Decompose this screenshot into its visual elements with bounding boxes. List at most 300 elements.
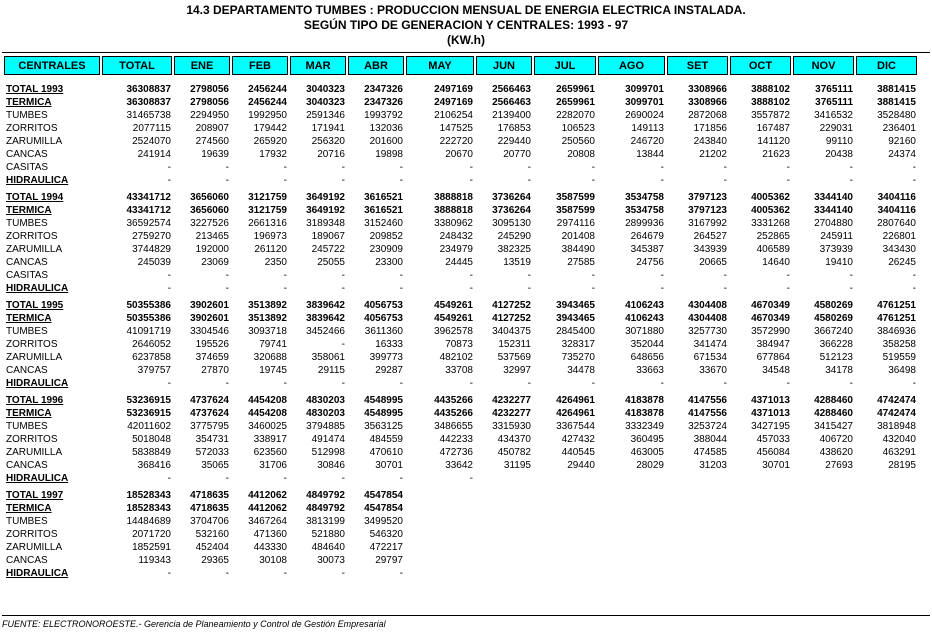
cell-oct: 4371013: [751, 395, 790, 406]
cell-abr: 4548995: [364, 395, 403, 406]
cell-set: [667, 528, 728, 541]
cell-dic: 4742474: [877, 408, 916, 419]
cell-jun: 2566463: [492, 97, 531, 108]
cell-nov: [793, 528, 854, 541]
cell-ago: [598, 472, 665, 485]
energy-production-table: [2, 56, 919, 580]
row-label: TOTAL 1995: [6, 300, 64, 311]
cell-may: [406, 554, 474, 567]
column-header-jun: JUN: [476, 56, 532, 75]
cell-set: [667, 567, 728, 580]
cell-jul: [534, 489, 596, 502]
cell-ago: 246720: [630, 136, 664, 147]
row-label: CANCAS: [6, 460, 48, 471]
cell-oct: 3572990: [751, 326, 790, 337]
cell-total: 14484689: [126, 516, 171, 527]
cell-ene: 374659: [195, 352, 229, 363]
cell-may: -: [469, 270, 473, 281]
cell-jul: [534, 541, 596, 554]
cell-ene: 3227526: [190, 218, 229, 229]
cell-ago: -: [660, 175, 664, 186]
column-header-may: MAY: [406, 56, 474, 75]
cell-mar: 3794885: [306, 421, 345, 432]
cell-ene: 572033: [195, 447, 229, 458]
row-label: CASITAS: [6, 270, 49, 281]
cell-ene: -: [225, 473, 229, 484]
cell-ago: -: [660, 283, 664, 294]
column-header-total: TOTAL: [102, 56, 172, 75]
cell-mar: 256320: [311, 136, 345, 147]
cell-may: 3486655: [434, 421, 473, 432]
cell-total: 31465738: [126, 110, 171, 121]
cell-total: -: [167, 283, 171, 294]
cell-feb: 2456244: [248, 97, 287, 108]
table-row: [4, 325, 917, 338]
cell-jun: 434370: [497, 434, 531, 445]
cell-dic: 519559: [882, 352, 916, 363]
cell-jun: 2566463: [492, 84, 531, 95]
cell-ene: 29365: [201, 555, 229, 566]
cell-feb: 3513892: [248, 300, 287, 311]
cell-oct: -: [786, 270, 790, 281]
table-row: [4, 282, 917, 295]
cell-oct: 141120: [757, 136, 790, 147]
cell-oct: [730, 567, 791, 580]
cell-oct: 3557872: [751, 110, 790, 121]
cell-nov: -: [849, 162, 853, 173]
cell-set: [667, 502, 728, 515]
row-label: TOTAL 1996: [6, 395, 64, 406]
cell-ago: 345387: [630, 244, 664, 255]
cell-feb: 3121759: [248, 205, 287, 216]
cell-feb: 2350: [264, 257, 287, 268]
row-label: TUMBES: [6, 516, 48, 527]
cell-mar: 4830203: [306, 408, 345, 419]
cell-may: 4435266: [434, 408, 473, 419]
cell-jun: 3736264: [492, 192, 531, 203]
cell-mar: -: [341, 283, 345, 294]
cell-set: [667, 515, 728, 528]
cell-jul: 27585: [567, 257, 595, 268]
cell-feb: 196973: [253, 231, 287, 242]
cell-nov: -: [849, 175, 853, 186]
cell-nov: 245911: [820, 231, 853, 242]
table-body: [4, 75, 917, 580]
cell-ago: [598, 567, 665, 580]
cell-ago: [598, 528, 665, 541]
cell-may: 442233: [439, 434, 473, 445]
cell-nov: [793, 567, 854, 580]
cell-jun: 3736264: [492, 205, 531, 216]
cell-jul: 106523: [561, 123, 595, 134]
cell-feb: 3093718: [248, 326, 287, 337]
column-header-ene: ENE: [174, 56, 230, 75]
cell-mar: -: [341, 378, 345, 389]
cell-abr: -: [399, 270, 403, 281]
cell-ago: 264679: [630, 231, 664, 242]
cell-total: -: [167, 568, 171, 579]
cell-total: 36308837: [126, 97, 171, 108]
table-row: [4, 174, 917, 187]
cell-feb: 3513892: [248, 313, 287, 324]
cell-ago: 4183878: [625, 408, 664, 419]
cell-nov: -: [849, 283, 853, 294]
cell-dic: [856, 489, 917, 502]
cell-abr: 201600: [369, 136, 403, 147]
cell-dic: -: [912, 270, 916, 281]
cell-may: 234979: [439, 244, 473, 255]
cell-mar: -: [341, 473, 345, 484]
cell-ago: 648656: [630, 352, 664, 363]
cell-dic: 4761251: [877, 300, 916, 311]
row-label: TUMBES: [6, 218, 48, 229]
cell-jun: 3404375: [492, 326, 531, 337]
cell-total: 50355386: [126, 300, 171, 311]
cell-ago: 4183878: [625, 395, 664, 406]
row-label: TERMICA: [6, 408, 52, 419]
table-row: [4, 109, 917, 122]
cell-dic: 28195: [888, 460, 916, 471]
cell-mar: -: [341, 568, 345, 579]
cell-feb: -: [283, 473, 287, 484]
cell-set: 341474: [693, 339, 727, 350]
cell-ene: 354731: [195, 434, 229, 445]
row-label: HIDRAULICA: [6, 175, 69, 186]
cell-ene: -: [225, 175, 229, 186]
cell-total: 50355386: [126, 313, 171, 324]
cell-abr: 230909: [369, 244, 403, 255]
cell-jun: 450782: [497, 447, 531, 458]
cell-abr: -: [399, 378, 403, 389]
table-row: [4, 489, 917, 502]
cell-feb: 17932: [259, 149, 287, 160]
cell-total: 18528343: [126, 503, 171, 514]
cell-jul: 3367544: [556, 421, 595, 432]
row-label: ZORRITOS: [6, 529, 58, 540]
cell-jun: -: [527, 283, 531, 294]
cell-ago: 3099701: [625, 97, 664, 108]
cell-feb: 2456244: [248, 84, 287, 95]
cell-jun: 13519: [503, 257, 531, 268]
table-row: [4, 135, 917, 148]
table-row: [4, 502, 917, 515]
cell-oct: 4005362: [751, 205, 790, 216]
cell-jun: 152311: [498, 339, 531, 350]
cell-jun: 32997: [503, 365, 531, 376]
cell-nov: 406720: [819, 434, 853, 445]
cell-set: 671534: [693, 352, 727, 363]
table-row: [4, 407, 917, 420]
cell-ago: 2690024: [625, 110, 664, 121]
cell-dic: 3404116: [877, 205, 916, 216]
cell-ago: -: [660, 270, 664, 281]
cell-ago: [598, 554, 665, 567]
cell-jun: [476, 541, 532, 554]
cell-oct: -: [786, 175, 790, 186]
cell-mar: 189067: [311, 231, 345, 242]
cell-abr: -: [399, 568, 403, 579]
cell-feb: 320688: [253, 352, 287, 363]
row-label: CANCAS: [6, 365, 48, 376]
cell-nov: 99110: [825, 136, 853, 147]
row-label: TOTAL 1994: [6, 192, 64, 203]
cell-total: 245039: [137, 257, 171, 268]
cell-may: 33642: [445, 460, 473, 471]
table-row: [4, 148, 917, 161]
cell-abr: 2347326: [364, 97, 403, 108]
cell-jun: -: [527, 378, 531, 389]
cell-jul: 2282070: [556, 110, 595, 121]
cell-total: -: [167, 162, 171, 173]
row-label: TUMBES: [6, 326, 48, 337]
cell-oct: 3427195: [751, 421, 790, 432]
cell-nov: 3765111: [815, 84, 853, 95]
cell-set: 343939: [693, 244, 727, 255]
cell-mar: 484640: [311, 542, 345, 553]
cell-ene: 3656060: [190, 192, 229, 203]
cell-ene: -: [225, 283, 229, 294]
cell-feb: -: [283, 568, 287, 579]
cell-oct: 4670349: [751, 300, 790, 311]
cell-jul: 2659961: [556, 97, 595, 108]
cell-may: 222720: [439, 136, 473, 147]
cell-may: 24445: [445, 257, 473, 268]
cell-nov: 19410: [825, 257, 853, 268]
cell-abr: 3499520: [364, 516, 403, 527]
cell-oct: [730, 502, 791, 515]
cell-set: 3253724: [688, 421, 727, 432]
cell-ene: 4718635: [190, 490, 229, 501]
cell-jul: 201408: [561, 231, 595, 242]
cell-set: [667, 541, 728, 554]
cell-nov: [793, 489, 854, 502]
cell-mar: 3040323: [306, 84, 345, 95]
row-label: TUMBES: [6, 110, 48, 121]
cell-ago: 3534758: [625, 205, 664, 216]
table-row: [4, 528, 917, 541]
cell-ene: 4737624: [190, 395, 229, 406]
cell-set: [667, 489, 728, 502]
cell-nov: 3344140: [814, 205, 853, 216]
cell-mar: 3839642: [306, 300, 345, 311]
cell-feb: -: [283, 175, 287, 186]
cell-feb: 443330: [253, 542, 287, 553]
cell-may: 4549261: [434, 300, 473, 311]
cell-ago: 4106243: [625, 300, 664, 311]
cell-jun: -: [527, 162, 531, 173]
cell-ene: -: [225, 162, 229, 173]
cell-total: 1852591: [132, 542, 171, 553]
cell-mar: 29115: [317, 365, 345, 376]
cell-dic: [856, 528, 917, 541]
cell-oct: [730, 489, 791, 502]
table-row: [4, 217, 917, 230]
cell-set: 4304408: [688, 313, 727, 324]
report-title: [0, 3, 932, 48]
cell-ago: 28029: [636, 460, 664, 471]
cell-ene: 195526: [195, 339, 229, 350]
cell-jul: 328317: [561, 339, 595, 350]
cell-ene: 3704706: [190, 516, 229, 527]
cell-mar: 3839642: [306, 313, 345, 324]
column-header-mar: MAR: [290, 56, 346, 75]
row-label: ZARUMILLA: [6, 542, 63, 553]
cell-set: 388044: [693, 434, 727, 445]
table-header-row: [4, 56, 917, 75]
cell-jul: -: [591, 270, 595, 281]
cell-ago: [598, 502, 665, 515]
cell-dic: 236401: [882, 123, 916, 134]
cell-may: 147525: [439, 123, 473, 134]
cell-may: 70873: [445, 339, 473, 350]
cell-ago: 3099701: [625, 84, 664, 95]
table-row: [4, 364, 917, 377]
cell-total: 43341712: [126, 192, 171, 203]
row-label: HIDRAULICA: [6, 283, 69, 294]
cell-may: 472736: [439, 447, 473, 458]
row-label: TERMICA: [6, 503, 52, 514]
cell-jun: 3315930: [492, 421, 531, 432]
cell-feb: 623560: [253, 447, 287, 458]
cell-ene: 3304546: [190, 326, 229, 337]
cell-dic: 3881415: [877, 97, 916, 108]
cell-may: 3888818: [434, 205, 473, 216]
cell-feb: 261120: [254, 244, 287, 255]
row-label: HIDRAULICA: [6, 378, 69, 389]
cell-total: 53236915: [126, 395, 171, 406]
cell-set: 21202: [699, 149, 727, 160]
cell-jun: 4127252: [492, 300, 531, 311]
cell-may: 2497169: [434, 97, 473, 108]
cell-mar: -: [341, 175, 345, 186]
cell-dic: 4742474: [877, 395, 916, 406]
cell-ene: 23069: [201, 257, 229, 268]
cell-jul: 384490: [561, 244, 595, 255]
table-row: [4, 541, 917, 554]
cell-oct: 3888102: [751, 97, 790, 108]
cell-mar: 3452466: [306, 326, 345, 337]
cell-nov: 4288460: [814, 408, 853, 419]
cell-set: 264527: [693, 231, 727, 242]
row-label: TUMBES: [6, 421, 48, 432]
cell-jun: 4232277: [492, 395, 531, 406]
cell-may: 2106254: [434, 110, 473, 121]
cell-dic: 26245: [888, 257, 916, 268]
cell-mar: 171941: [311, 123, 345, 134]
column-header-nov: NOV: [793, 56, 854, 75]
cell-ene: 35065: [201, 460, 229, 471]
cell-ene: -: [225, 568, 229, 579]
cell-abr: 132036: [369, 123, 403, 134]
row-label: CASITAS: [6, 162, 49, 173]
cell-set: 4304408: [688, 300, 727, 311]
cell-nov: 4580269: [814, 300, 853, 311]
cell-feb: -: [283, 378, 287, 389]
cell-abr: -: [399, 175, 403, 186]
cell-feb: 4454208: [248, 395, 287, 406]
title-line-2: SEGÚN TIPO DE GENERACION Y CENTRALES: 1993 - 97: [303, 18, 629, 32]
cell-oct: [730, 472, 791, 485]
cell-may: [406, 528, 474, 541]
cell-mar: 30073: [317, 555, 345, 566]
cell-total: 6237858: [132, 352, 171, 363]
header-divider: [2, 52, 930, 53]
table-row: [4, 433, 917, 446]
cell-dic: -: [912, 175, 916, 186]
cell-dic: 226801: [882, 231, 916, 242]
cell-total: 2524070: [132, 136, 171, 147]
cell-ago: 13844: [636, 149, 664, 160]
cell-abr: 3611360: [364, 326, 403, 337]
cell-set: [667, 472, 728, 485]
cell-oct: 14640: [762, 257, 790, 268]
cell-set: 33670: [699, 365, 727, 376]
cell-oct: 252865: [756, 231, 790, 242]
cell-abr: 4056753: [364, 300, 403, 311]
cell-set: 3308966: [688, 84, 727, 95]
cell-set: -: [723, 175, 727, 186]
cell-dic: [856, 472, 917, 485]
row-label: ZORRITOS: [6, 434, 58, 445]
table-row: [4, 161, 917, 174]
cell-set: 31203: [699, 460, 727, 471]
cell-oct: 21623: [762, 149, 790, 160]
cell-dic: 432040: [882, 434, 916, 445]
cell-total: 2759270: [132, 231, 171, 242]
cell-jun: [476, 554, 532, 567]
cell-jul: -: [591, 162, 595, 173]
cell-jul: 427432: [561, 434, 595, 445]
table-row: [4, 554, 917, 567]
cell-may: [406, 489, 474, 502]
cell-jul: 3943465: [556, 300, 595, 311]
cell-abr: 472217: [369, 542, 403, 553]
cell-abr: 29287: [375, 365, 403, 376]
cell-feb: 338917: [253, 434, 287, 445]
cell-nov: -: [849, 378, 853, 389]
cell-jul: -: [591, 283, 595, 294]
cell-nov: 34178: [825, 365, 853, 376]
cell-jun: -: [527, 175, 531, 186]
cell-jul: 2845400: [556, 326, 595, 337]
row-label: TERMICA: [6, 97, 52, 108]
cell-set: 20665: [699, 257, 727, 268]
cell-total: 3744829: [132, 244, 171, 255]
cell-oct: -: [786, 283, 790, 294]
cell-may: 2497169: [434, 84, 473, 95]
cell-total: 368416: [137, 460, 171, 471]
cell-may: 20670: [445, 149, 473, 160]
cell-dic: 24374: [888, 149, 916, 160]
cell-nov: [793, 554, 854, 567]
cell-may: 248432: [439, 231, 473, 242]
cell-may: -: [469, 473, 473, 484]
cell-abr: 3563125: [364, 421, 403, 432]
cell-feb: -: [283, 270, 287, 281]
cell-abr: 16333: [375, 339, 403, 350]
cell-dic: 3846936: [877, 326, 916, 337]
cell-jul: -: [591, 378, 595, 389]
cell-total: 5838849: [132, 447, 171, 458]
cell-ene: 4718635: [190, 503, 229, 514]
cell-mar: 358061: [311, 352, 345, 363]
cell-dic: 343430: [882, 244, 916, 255]
cell-ene: 2798056: [190, 97, 229, 108]
cell-oct: 3888102: [751, 84, 790, 95]
cell-feb: 19745: [259, 365, 287, 376]
table-row: [4, 83, 917, 96]
cell-dic: 463291: [882, 447, 916, 458]
